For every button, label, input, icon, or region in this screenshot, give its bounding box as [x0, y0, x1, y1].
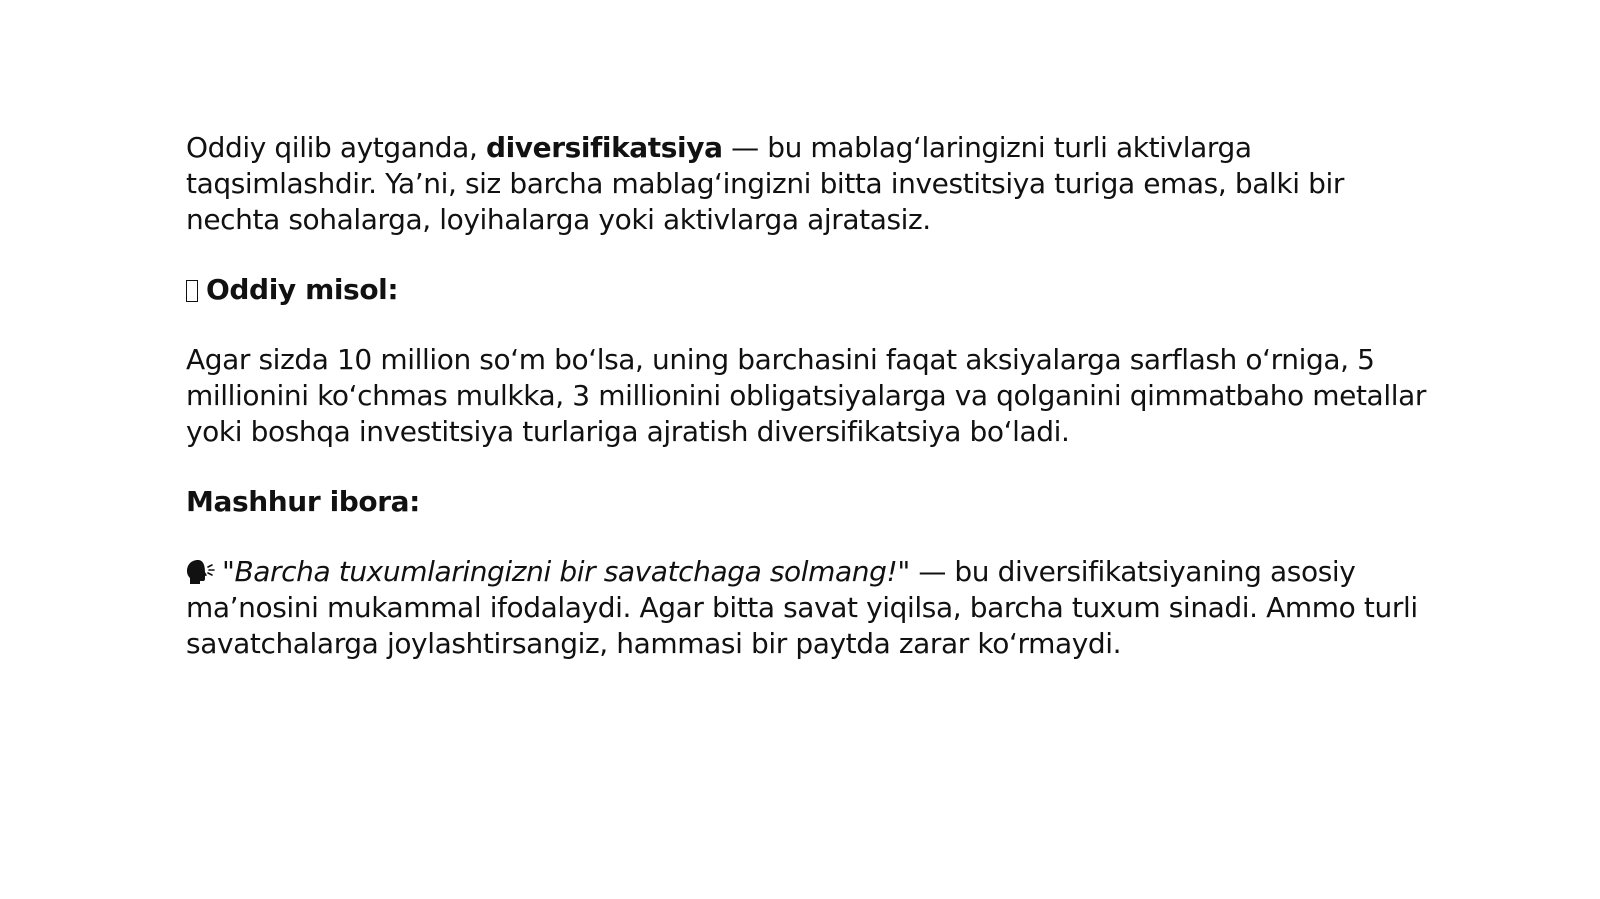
definition-paragraph [186, 130, 1426, 238]
example-heading [186, 272, 1426, 308]
definition-prefix: Oddiy qilib aytganda, [186, 131, 486, 164]
definition-term: diversifikatsiya [485, 131, 723, 164]
saying-suffix: — bu diversifikatsiyaning asosiy ma’nosini mukammal ifodalaydi. Agar bitta savat yiqilsa, barcha tuxum sinadi. Ammo turli savatchalarga joylashtirsangiz, hammasi bir paytda zarar ko‘rmaydi. [186, 555, 1418, 660]
saying-paragraph [186, 554, 1426, 662]
saying-quote: "Barcha tuxumlaringizni bir savatchaga solmang!" [222, 555, 910, 588]
missing-glyph-box-icon [186, 280, 198, 302]
saying-heading: Mashhur ibora: [186, 485, 420, 518]
definition-suffix: — bu mablag‘laringizni turli aktivlarga taqsimlashdir. Ya’ni, siz barcha mablag‘ingizni bitta investitsiya turiga emas, balki bir nechta sohalarga, loyihalarga yoki aktivlarga ajratasiz. [186, 131, 1344, 236]
example-heading-label: Oddiy misol: [206, 273, 399, 306]
speaking-head-icon [186, 558, 216, 584]
example-paragraph: Agar sizda 10 million so‘m bo‘lsa, uning barchasini faqat aksiyalarga sarflash o‘rniga, 5 millionini ko‘chmas mulkka, 3 millionini obligatsiyalarga va qolganini qimmatbaho metallar yoki boshqa investitsiya turlariga ajratish diversifikatsiya bo‘ladi. [186, 343, 1426, 448]
slide-content [186, 130, 1426, 696]
